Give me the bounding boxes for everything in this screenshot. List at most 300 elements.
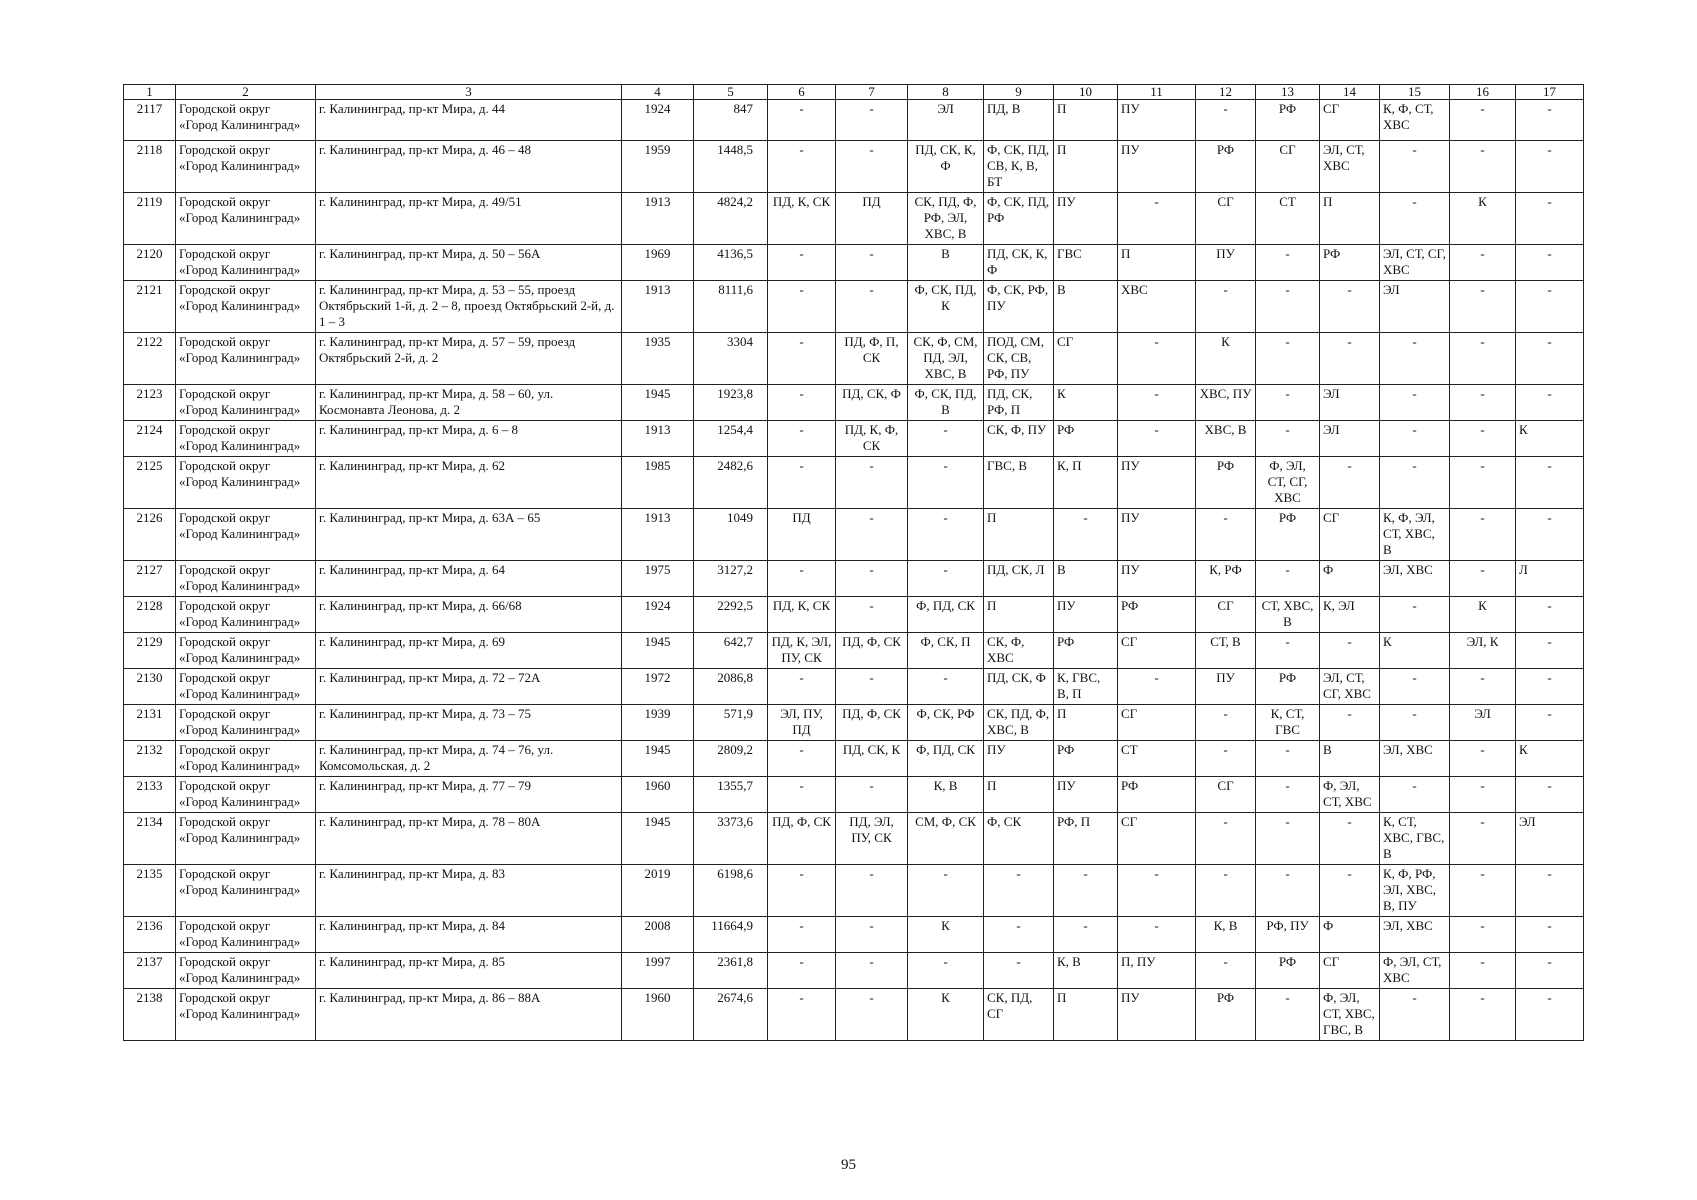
table-cell: СГ [1118,705,1196,741]
table-cell: 2292,5 [694,597,768,633]
table-cell: ЭЛ [1450,705,1516,741]
table-row [124,457,1584,509]
table-cell: - [1256,281,1320,333]
table-cell: 2809,2 [694,741,768,777]
column-header: 13 [1256,85,1320,100]
table-cell: ГВС [1054,245,1118,281]
table-cell: - [1450,509,1516,561]
table-cell: 2117 [124,100,176,141]
table-cell: - [836,509,908,561]
table-cell: г. Калининград, пр-кт Мира, д. 83 [316,865,622,917]
table-cell: 2136 [124,917,176,953]
table-cell: 2119 [124,193,176,245]
table-cell: - [1320,457,1380,509]
table-cell: - [1450,777,1516,813]
table-cell: 1913 [622,193,694,245]
table-cell: - [836,917,908,953]
table-cell: - [908,457,984,509]
table-cell: ПД, ЭЛ, ПУ, СК [836,813,908,865]
table-cell: г. Калининград, пр-кт Мира, д. 57 – 59, проезд Октябрьский 2-й, д. 2 [316,333,622,385]
table-cell: 2122 [124,333,176,385]
table-cell: - [1380,777,1450,813]
table-cell: Городской округ «Город Калининград» [176,705,316,741]
table-cell: - [1380,141,1450,193]
table-cell: - [1450,100,1516,141]
column-header: 9 [984,85,1054,100]
table-cell: СТ [1118,741,1196,777]
table-cell: 642,7 [694,633,768,669]
table-cell: - [1320,333,1380,385]
table-cell: Городской округ «Город Калининград» [176,385,316,421]
table-cell: г. Калининград, пр-кт Мира, д. 74 – 76, ул. Комсомольская, д. 2 [316,741,622,777]
table-cell: Городской округ «Город Калининград» [176,561,316,597]
table-cell: г. Калининград, пр-кт Мира, д. 78 – 80А [316,813,622,865]
table-cell: - [1450,953,1516,989]
table-cell: ПД, СК, К, Ф [908,141,984,193]
table-cell: г. Калининград, пр-кт Мира, д. 46 – 48 [316,141,622,193]
table-row [124,281,1584,333]
table-cell: г. Калининград, пр-кт Мира, д. 58 – 60, ул. Космонавта Леонова, д. 2 [316,385,622,421]
table-cell: - [1516,281,1584,333]
table-cell: ЭЛ, СТ, СГ, ХВС [1320,669,1380,705]
table-cell: 2482,6 [694,457,768,509]
table-cell: - [768,561,836,597]
table-cell: - [1256,385,1320,421]
table-cell: - [1320,633,1380,669]
table-cell: РФ [1196,141,1256,193]
table-cell: - [768,141,836,193]
table-cell: 1969 [622,245,694,281]
table-cell: 1355,7 [694,777,768,813]
table-cell: г. Калининград, пр-кт Мира, д. 84 [316,917,622,953]
table-cell: - [768,421,836,457]
table-cell: 3304 [694,333,768,385]
table-cell: СГ [1256,141,1320,193]
table-cell: ПД, Ф, СК [836,633,908,669]
table-cell: 1945 [622,385,694,421]
table-cell: 2129 [124,633,176,669]
table-cell: - [1516,777,1584,813]
table-cell: РФ [1196,989,1256,1041]
table-cell: П [1054,705,1118,741]
table-cell: - [1516,669,1584,705]
table-cell: Городской округ «Город Калининград» [176,989,316,1041]
table-cell: РФ [1256,669,1320,705]
table-cell: Ф [1320,561,1380,597]
table-cell: - [1380,989,1450,1041]
table-cell: 2135 [124,865,176,917]
table-cell: - [1450,669,1516,705]
table-cell: Ф, ЭЛ, СТ, ХВС [1380,953,1450,989]
table-cell: 1975 [622,561,694,597]
table-cell: СГ [1320,509,1380,561]
table-cell: СГ [1196,193,1256,245]
page-number: 95 [841,1157,856,1173]
table-cell: - [1256,333,1320,385]
table-cell: П [984,509,1054,561]
table-row [124,989,1584,1041]
table-cell: - [1256,813,1320,865]
table-row [124,509,1584,561]
table-cell: - [768,669,836,705]
table-cell: К, РФ [1196,561,1256,597]
table-cell: К, Ф, ЭЛ, СТ, ХВС, В [1380,509,1450,561]
table-cell: РФ, П [1054,813,1118,865]
table-cell: - [908,865,984,917]
table-cell: - [768,281,836,333]
table-cell: К [908,989,984,1041]
table-cell: СК, ПД, Ф, ХВС, В [984,705,1054,741]
table-cell: 4136,5 [694,245,768,281]
table-cell: ХВС, ПУ [1196,385,1256,421]
table-cell: - [1450,561,1516,597]
table-cell: СК, ПД, Ф, РФ, ЭЛ, ХВС, В [908,193,984,245]
table-cell: - [836,777,908,813]
table-cell: К, ГВС, В, П [1054,669,1118,705]
table-cell: Ф, СК, ПД, В [908,385,984,421]
table-cell: 3373,6 [694,813,768,865]
table-cell: СТ, В [1196,633,1256,669]
table-cell: ПД [836,193,908,245]
table-cell: - [1450,865,1516,917]
table-body [124,100,1584,1041]
table-cell: г. Калининград, пр-кт Мира, д. 6 – 8 [316,421,622,457]
table-cell: - [768,953,836,989]
table-cell: г. Калининград, пр-кт Мира, д. 69 [316,633,622,669]
table-cell: Городской округ «Город Калининград» [176,245,316,281]
table-cell: К [1516,421,1584,457]
table-cell: 1254,4 [694,421,768,457]
table-cell: - [768,385,836,421]
table-cell: - [1516,705,1584,741]
table-cell: ПУ [1118,509,1196,561]
table-cell: 571,9 [694,705,768,741]
table-cell: - [1118,917,1196,953]
table-cell: - [1516,141,1584,193]
table-cell: Городской округ «Город Калининград» [176,141,316,193]
table-cell: Городской округ «Город Калининград» [176,741,316,777]
table-row [124,953,1584,989]
table-cell: ЭЛ [1320,385,1380,421]
table-cell: - [1054,509,1118,561]
table-cell: ПД [768,509,836,561]
table-cell: ПУ [1118,989,1196,1041]
table-cell: 2123 [124,385,176,421]
table-cell: - [1380,705,1450,741]
table-cell: - [1054,917,1118,953]
table-cell: Ф, ЭЛ, СТ, ХВС [1320,777,1380,813]
table-row [124,421,1584,457]
table-cell: - [1380,333,1450,385]
column-header: 6 [768,85,836,100]
table-cell: СГ [1118,633,1196,669]
table-cell: П [1054,989,1118,1041]
table-cell: ПУ [1054,597,1118,633]
table-cell: 2126 [124,509,176,561]
table-cell: - [836,953,908,989]
table-row [124,245,1584,281]
table-row [124,705,1584,741]
table-cell: П [1320,193,1380,245]
table-cell: В [1054,281,1118,333]
table-cell: - [1118,865,1196,917]
table-cell: Ф, ПД, СК [908,741,984,777]
column-header: 4 [622,85,694,100]
table-cell: - [1516,385,1584,421]
column-header: 17 [1516,85,1584,100]
table-cell: ЭЛ, К [1450,633,1516,669]
table-cell: Городской округ «Город Калининград» [176,597,316,633]
table-cell: - [1256,561,1320,597]
table-cell: 2128 [124,597,176,633]
table-cell: Ф, СК, ПД, СВ, К, В, БТ [984,141,1054,193]
table-cell: РФ [1118,597,1196,633]
table-cell: СК, Ф, СМ, ПД, ЭЛ, ХВС, В [908,333,984,385]
table-cell: ПД, СК, Ф [836,385,908,421]
table-cell: - [768,100,836,141]
table-cell: г. Калининград, пр-кт Мира, д. 50 – 56А [316,245,622,281]
column-header: 5 [694,85,768,100]
table-row [124,741,1584,777]
table-cell: г. Калининград, пр-кт Мира, д. 73 – 75 [316,705,622,741]
table-cell: СГ [1320,953,1380,989]
table-cell: - [1256,421,1320,457]
table-cell: 8111,6 [694,281,768,333]
column-header: 3 [316,85,622,100]
table-row [124,597,1584,633]
column-header: 15 [1380,85,1450,100]
table-cell: 1448,5 [694,141,768,193]
table-cell: ПУ [1054,193,1118,245]
housing-register-table [123,84,1584,1041]
table-cell: - [836,561,908,597]
table-cell: 1945 [622,741,694,777]
table-cell: ЭЛ [1320,421,1380,457]
table-cell: СТ [1256,193,1320,245]
table-cell: 2120 [124,245,176,281]
table-cell: - [836,457,908,509]
table-cell: г. Калининград, пр-кт Мира, д. 66/68 [316,597,622,633]
table-cell: 1945 [622,633,694,669]
table-cell: ПД, К, СК [768,597,836,633]
table-cell: 2361,8 [694,953,768,989]
table-cell: ЭЛ, ХВС [1380,741,1450,777]
column-header: 12 [1196,85,1256,100]
table-cell: К [1516,741,1584,777]
table-cell: Городской округ «Город Калининград» [176,865,316,917]
table-cell: РФ [1054,741,1118,777]
table-cell: В [908,245,984,281]
table-cell: ПУ [1054,777,1118,813]
table-cell: Л [1516,561,1584,597]
table-cell: ПУ [1196,669,1256,705]
table-cell: г. Калининград, пр-кт Мира, д. 86 – 88А [316,989,622,1041]
table-cell: 2125 [124,457,176,509]
table-row [124,385,1584,421]
table-cell: РФ [1320,245,1380,281]
table-cell: Ф, СК, ПД, РФ [984,193,1054,245]
table-cell: г. Калининград, пр-кт Мира, д. 62 [316,457,622,509]
table-cell: ПД, Ф, П, СК [836,333,908,385]
table-cell: Ф, ПД, СК [908,597,984,633]
table-cell: 2131 [124,705,176,741]
table-cell: Городской округ «Город Калининград» [176,917,316,953]
table-cell: Городской округ «Город Калининград» [176,281,316,333]
table-cell: ПД, СК, К [836,741,908,777]
table-row [124,141,1584,193]
table-cell: К, В [1196,917,1256,953]
table-cell: - [836,245,908,281]
table-cell: - [1320,281,1380,333]
table-cell: РФ [1256,509,1320,561]
table-cell: 1049 [694,509,768,561]
table-cell: 1960 [622,777,694,813]
table-cell: РФ [1196,457,1256,509]
table-cell: - [1516,633,1584,669]
column-header: 16 [1450,85,1516,100]
table-cell: ХВС [1118,281,1196,333]
table-cell: ПД, Ф, СК [836,705,908,741]
table-cell: - [1118,421,1196,457]
table-cell: - [908,953,984,989]
table-cell: 1913 [622,421,694,457]
table-cell: П [984,597,1054,633]
table-cell: Ф, СК, РФ, ПУ [984,281,1054,333]
table-cell: - [1516,193,1584,245]
table-cell: РФ [1118,777,1196,813]
table-cell: СК, Ф, ПУ [984,421,1054,457]
table-cell: 2137 [124,953,176,989]
table-row [124,193,1584,245]
table-cell: г. Калининград, пр-кт Мира, д. 53 – 55, проезд Октябрьский 1-й, д. 2 – 8, проезд Октябрьский 2-й, д. 1 – 3 [316,281,622,333]
table-cell: Ф, ЭЛ, СТ, ХВС, ГВС, В [1320,989,1380,1041]
table-cell: СК, ПД, СГ [984,989,1054,1041]
table-cell: г. Калининград, пр-кт Мира, д. 63А – 65 [316,509,622,561]
table-cell: г. Калининград, пр-кт Мира, д. 72 – 72А [316,669,622,705]
table-cell: 1972 [622,669,694,705]
table-cell: - [1118,385,1196,421]
table-cell: ГВС, В [984,457,1054,509]
table-cell: 2121 [124,281,176,333]
table-cell: - [1516,245,1584,281]
table-cell: - [1450,281,1516,333]
column-header: 10 [1054,85,1118,100]
table-cell: - [1380,457,1450,509]
table-cell: - [1516,597,1584,633]
document-sheet [123,84,1583,1041]
table-cell: - [768,741,836,777]
table-cell: - [1450,245,1516,281]
table-cell: - [1516,953,1584,989]
table-cell: 1924 [622,597,694,633]
table-cell: 11664,9 [694,917,768,953]
table-cell: П [1054,141,1118,193]
table-cell: 1935 [622,333,694,385]
table-cell: - [836,597,908,633]
table-cell: - [1516,100,1584,141]
table-cell: П [984,777,1054,813]
table-cell: - [1516,509,1584,561]
table-cell: ПД, СК, РФ, П [984,385,1054,421]
table-cell: 3127,2 [694,561,768,597]
table-cell: - [1256,989,1320,1041]
table-cell: 1913 [622,509,694,561]
table-cell: ПД, Ф, СК [768,813,836,865]
table-cell: г. Калининград, пр-кт Мира, д. 44 [316,100,622,141]
table-cell: - [1516,989,1584,1041]
table-cell: - [1196,741,1256,777]
table-cell: - [908,509,984,561]
table-cell: ЭЛ [1516,813,1584,865]
table-row [124,333,1584,385]
table-cell: - [984,953,1054,989]
table-cell: К [1196,333,1256,385]
table-cell: Ф, СК, ПД, К [908,281,984,333]
table-cell: г. Калининград, пр-кт Мира, д. 77 – 79 [316,777,622,813]
table-cell: - [836,100,908,141]
table-cell: П, ПУ [1118,953,1196,989]
table-cell: - [1118,193,1196,245]
table-cell: - [768,333,836,385]
table-cell: 2130 [124,669,176,705]
table-cell: 1913 [622,281,694,333]
table-cell: 6198,6 [694,865,768,917]
table-cell: Ф, СК [984,813,1054,865]
table-cell: 2086,8 [694,669,768,705]
table-cell: Ф, СК, П [908,633,984,669]
table-cell: К, Ф, СТ, ХВС [1380,100,1450,141]
table-cell: - [1380,385,1450,421]
table-row [124,633,1584,669]
table-cell: - [1256,741,1320,777]
table-cell: г. Калининград, пр-кт Мира, д. 85 [316,953,622,989]
table-cell: - [1516,333,1584,385]
table-cell: - [1196,509,1256,561]
table-cell: 2118 [124,141,176,193]
table-cell: РФ [1054,633,1118,669]
table-cell: ПОД, СМ, СК, СВ, РФ, ПУ [984,333,1054,385]
table-cell: 2133 [124,777,176,813]
table-cell: - [1196,865,1256,917]
table-cell: - [1320,705,1380,741]
column-number-row [124,85,1584,100]
table-cell: 2134 [124,813,176,865]
table-cell: СГ [1196,777,1256,813]
table-row [124,865,1584,917]
table-cell: - [1380,669,1450,705]
table-cell: - [768,245,836,281]
column-header: 7 [836,85,908,100]
table-cell: ПУ [1118,457,1196,509]
table-cell: ПУ [1118,100,1196,141]
table-cell: П [1054,100,1118,141]
table-cell: - [768,865,836,917]
table-row [124,100,1584,141]
table-cell: СМ, Ф, СК [908,813,984,865]
table-cell: Городской округ «Город Калининград» [176,633,316,669]
table-cell: ПД, К, ЭЛ, ПУ, СК [768,633,836,669]
table-cell: - [1054,865,1118,917]
table-cell: 2019 [622,865,694,917]
table-row [124,561,1584,597]
table-cell: ПУ [1118,141,1196,193]
table-cell: Городской округ «Город Калининград» [176,100,316,141]
table-cell: СГ [1054,333,1118,385]
table-cell: - [1380,597,1450,633]
table-cell: ПД, К, СК [768,193,836,245]
table-cell: СГ [1118,813,1196,865]
table-cell: - [1256,245,1320,281]
